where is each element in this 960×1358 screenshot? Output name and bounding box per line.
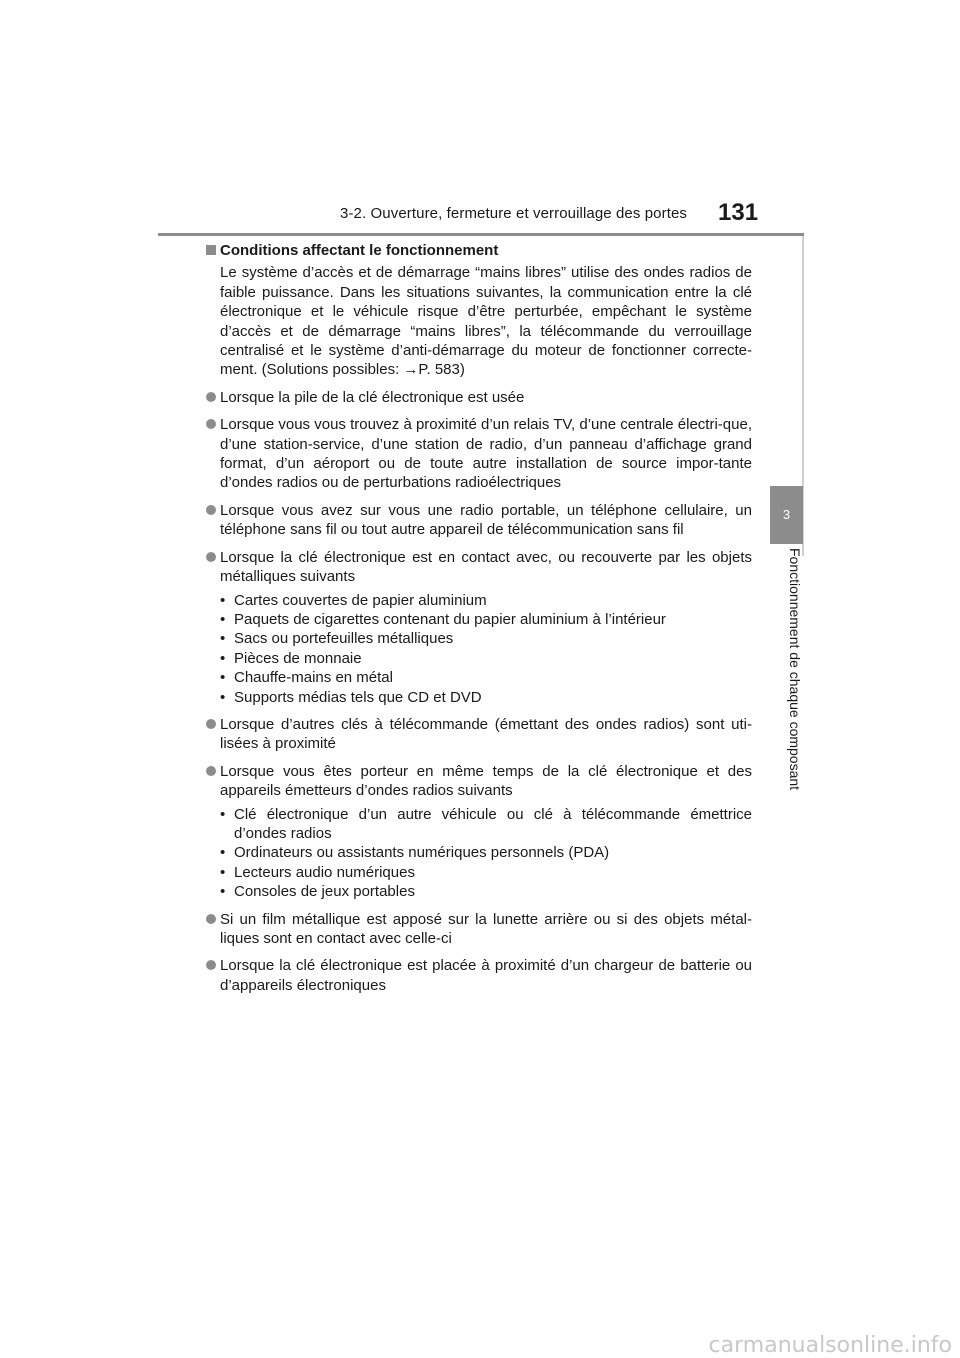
sub-list-item: [220, 668, 752, 687]
sub-item-text: Clé électronique d’un autre véhicule ou clé à télécommande émettrice d’ondes radios: [234, 805, 752, 842]
condition-item: [220, 501, 752, 540]
condition-item: [220, 762, 752, 902]
condition-item: [220, 715, 752, 754]
sub-list-item: [220, 591, 752, 610]
sub-bullet-marker: •: [220, 610, 226, 628]
sub-item-text: Lecteurs audio numériques: [234, 863, 415, 881]
condition-text: Lorsque la pile de la clé électronique est usée: [220, 388, 525, 406]
condition-text: Lorsque vous êtes porteur en même temps de la clé électronique et des appareils émetteurs d’ondes radios suivants: [220, 762, 752, 800]
condition-item: [220, 415, 752, 493]
sub-bullet-marker: •: [220, 669, 226, 687]
sub-list: [220, 591, 752, 707]
condition-text: Lorsque la clé électronique est en contact avec, ou recouverte par les objets métalliques suivants: [220, 548, 752, 586]
circle-bullet-icon: [206, 766, 216, 776]
circle-bullet-icon: [206, 719, 216, 729]
condition-text: Lorsque d’autres clés à télécommande (émettant des ondes radios) sont uti-lisées à proximité: [220, 715, 752, 753]
sub-bullet-marker: •: [220, 844, 226, 862]
circle-bullet-icon: [206, 960, 216, 970]
condition-item: [220, 956, 752, 995]
sub-bullet-marker: •: [220, 630, 226, 648]
sub-list-item: [220, 805, 752, 844]
chapter-title: Fonctionnement de chaque composant: [787, 548, 803, 791]
sub-list-item: [220, 882, 752, 901]
sub-list: [220, 805, 752, 902]
chapter-tab: 3: [770, 486, 803, 544]
condition-item: [220, 910, 752, 949]
sub-list-item: [220, 610, 752, 629]
condition-text: Si un film métallique est apposé sur la lunette arrière ou si des objets métal-liques sont en contact avec celle-ci: [220, 910, 752, 947]
sub-item-text: Chauffe-mains en métal: [234, 669, 393, 687]
circle-bullet-icon: [206, 552, 216, 562]
sub-item-text: Ordinateurs ou assistants numériques personnels (PDA): [234, 844, 610, 862]
square-bullet-icon: [206, 245, 216, 255]
sub-bullet-marker: •: [220, 863, 226, 881]
page-number: 131: [718, 199, 759, 226]
condition-list: [220, 388, 752, 995]
circle-bullet-icon: [206, 419, 216, 429]
condition-item: [220, 388, 752, 407]
intro-paragraph: Le système d’accès et de démarrage “mains libres” utilise des ondes radios de faible puissance. Dans les situations suivantes, la communication entre la clé électronique et le véhicule risque d’être perturbée, empêchant le système d’accès et de démarrage “mains libres”, la télécommande du verrouillage centralisé et le système d’anti-démarrage du moteur de fonctionner correcte-ment. (Solutions possibles: →P. 583): [220, 264, 752, 379]
sub-bullet-marker: •: [220, 649, 226, 667]
sub-item-text: Sacs ou portefeuilles métalliques: [234, 630, 454, 648]
sub-item-text: Consoles de jeux portables: [234, 883, 415, 901]
sub-list-item: [220, 649, 752, 668]
condition-text: Lorsque vous vous trouvez à proximité d’un relais TV, d’une centrale électri-que, d’une station-service, d’une station de radio, d’un panneau d’affichage grand format, d’un aéroport ou de toute autre installation de source impor-tante d’ondes radios ou de perturbations radioélectriques: [220, 416, 752, 492]
section-heading-text: Conditions affectant le fonctionnement: [220, 242, 499, 259]
condition-text: Lorsque vous avez sur vous une radio portable, un téléphone cellulaire, un téléphone sans fil ou tout autre appareil de télécommunication sans fil: [220, 501, 752, 539]
circle-bullet-icon: [206, 505, 216, 515]
sub-item-text: Cartes couvertes de papier aluminium: [234, 591, 487, 609]
sub-bullet-marker: •: [220, 883, 226, 901]
sub-bullet-marker: •: [220, 805, 226, 823]
sub-item-text: Paquets de cigarettes contenant du papier aluminium à l’intérieur: [234, 610, 666, 628]
sub-list-item: [220, 863, 752, 882]
sub-bullet-marker: •: [220, 688, 226, 706]
main-content: [220, 241, 752, 1003]
sub-list-item: [220, 629, 752, 648]
header-divider: [158, 233, 804, 236]
section-heading: [220, 241, 752, 260]
sub-list-item: [220, 843, 752, 862]
watermark: carmanualsonline.info: [708, 1333, 952, 1358]
circle-bullet-icon: [206, 914, 216, 924]
condition-text: Lorsque la clé électronique est placée à proximité d’un chargeur de batterie ou d’appareils électroniques: [220, 957, 752, 994]
sub-list-item: [220, 688, 752, 707]
sub-bullet-marker: •: [220, 591, 226, 609]
sub-item-text: Supports médias tels que CD et DVD: [234, 688, 482, 706]
running-header-section: 3-2. Ouverture, fermeture et verrouillage des portes: [340, 205, 688, 222]
sub-item-text: Pièces de monnaie: [234, 649, 362, 667]
circle-bullet-icon: [206, 392, 216, 402]
condition-item: [220, 548, 752, 707]
